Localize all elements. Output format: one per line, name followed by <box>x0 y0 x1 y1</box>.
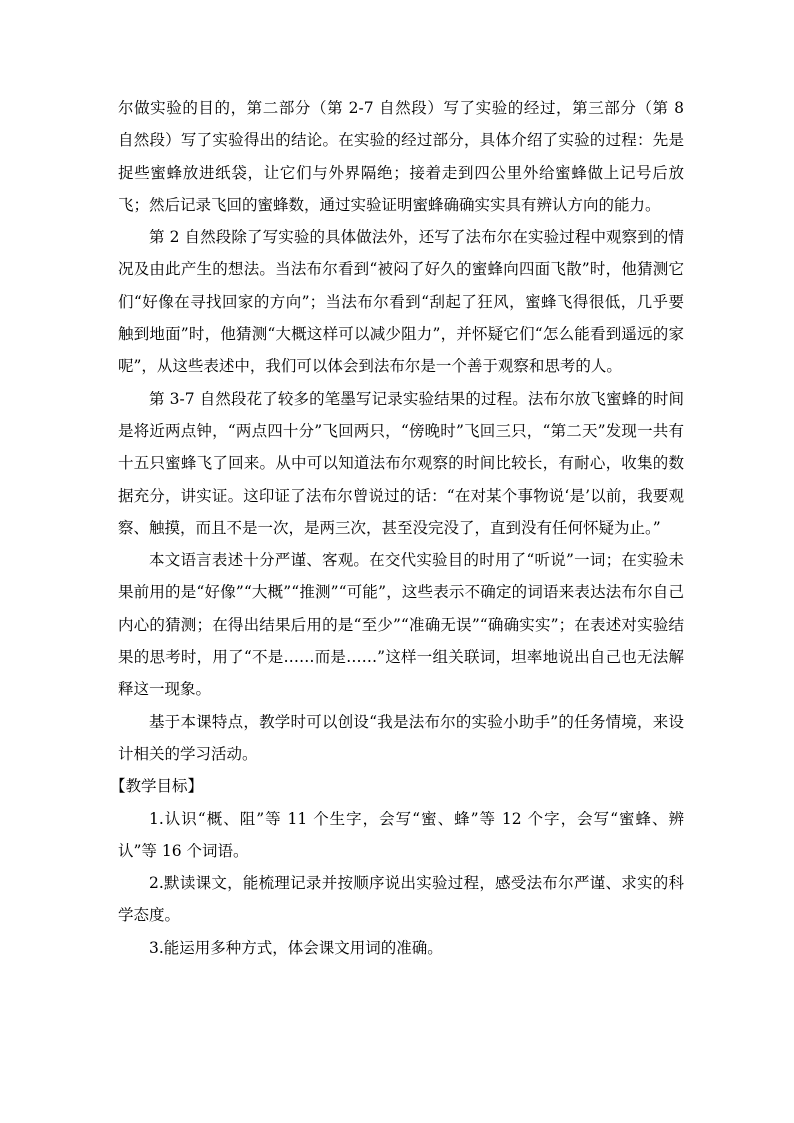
goal-item-1: 1.认识“概、阻”等 11 个生字，会写“蜜、蜂”等 12 个字，会写“蜜蜂、辨认”等 16 个词语。 <box>118 809 684 860</box>
section-heading-teaching-goals: 【教学目标】 <box>110 777 204 796</box>
paragraph-recording-results: 第 3-7 自然段花了较多的笔墨写记录实验结果的过程。法布尔放飞蜜蜂的时间是将近两点钟，“两点四十分”飞回两只，“傍晚时”飞回三只，“第二天”发现一共有十五只蜜蜂飞了回来。从中可以知道法布尔观察的时间比较长，有耐心，收集的数据充分，讲实证。这印证了法布尔曾说过的话：“在对某个事物说‘是’以前，我要观察、触摸，而且不是一次，是两三次，甚至没完没了，直到没有任何怀疑为止。” <box>118 389 684 537</box>
goal-item-3: 3.能运用多种方式，体会课文用词的准确。 <box>149 938 443 957</box>
paragraph-language-style: 本文语言表述十分严谨、客观。在交代实验目的时用了“听说”一词；在实验未果前用的是“好像”“大概”“推测”“可能”，这些表示不确定的词语来表达法布尔自己内心的猜测；在得出结果后用的是“至少”“准确无误”“确确实实”；在表述对实验结果的思考时，用了“不是……而是……”这样一组关联词，坦率地说出自己也无法解释这一现象。 <box>118 551 684 699</box>
goal-item-2: 2.默读课文，能梳理记录并按顺序说出实验过程，感受法布尔严谨、求实的科学态度。 <box>118 874 684 925</box>
document-page <box>110 92 684 964</box>
paragraph-observation-thinking: 第 2 自然段除了写实验的具体做法外，还写了法布尔在实验过程中观察到的情况及由此产生的想法。当法布尔看到“被闷了好久的蜜蜂向四面飞散”时，他猜测它们“好像在寻找回家的方向”；当法布尔看到“刮起了狂风，蜜蜂飞得很低，几乎要触到地面”时，他猜测“大概这样可以减少阻力”，并怀疑它们“怎么能看到遥远的家呢”，从这些表述中，我们可以体会到法布尔是一个善于观察和思考的人。 <box>118 228 684 376</box>
paragraph-experiment-structure: 尔做实验的目的，第二部分（第 2-7 自然段）写了实验的经过，第三部分（第 8 自然段）写了实验得出的结论。在实验的经过部分，具体介绍了实验的过程：先是捉些蜜蜂放进纸袋，让它们与外界隔绝；接着走到四公里外给蜜蜂做上记号后放飞；然后记录飞回的蜜蜂数，通过实验证明蜜蜂确确实实具有辨认方向的能力。 <box>118 99 684 214</box>
paragraph-teaching-situation: 基于本课特点，教学时可以创设“我是法布尔的实验小助手”的任务情境，来设计相关的学习活动。 <box>118 712 684 763</box>
